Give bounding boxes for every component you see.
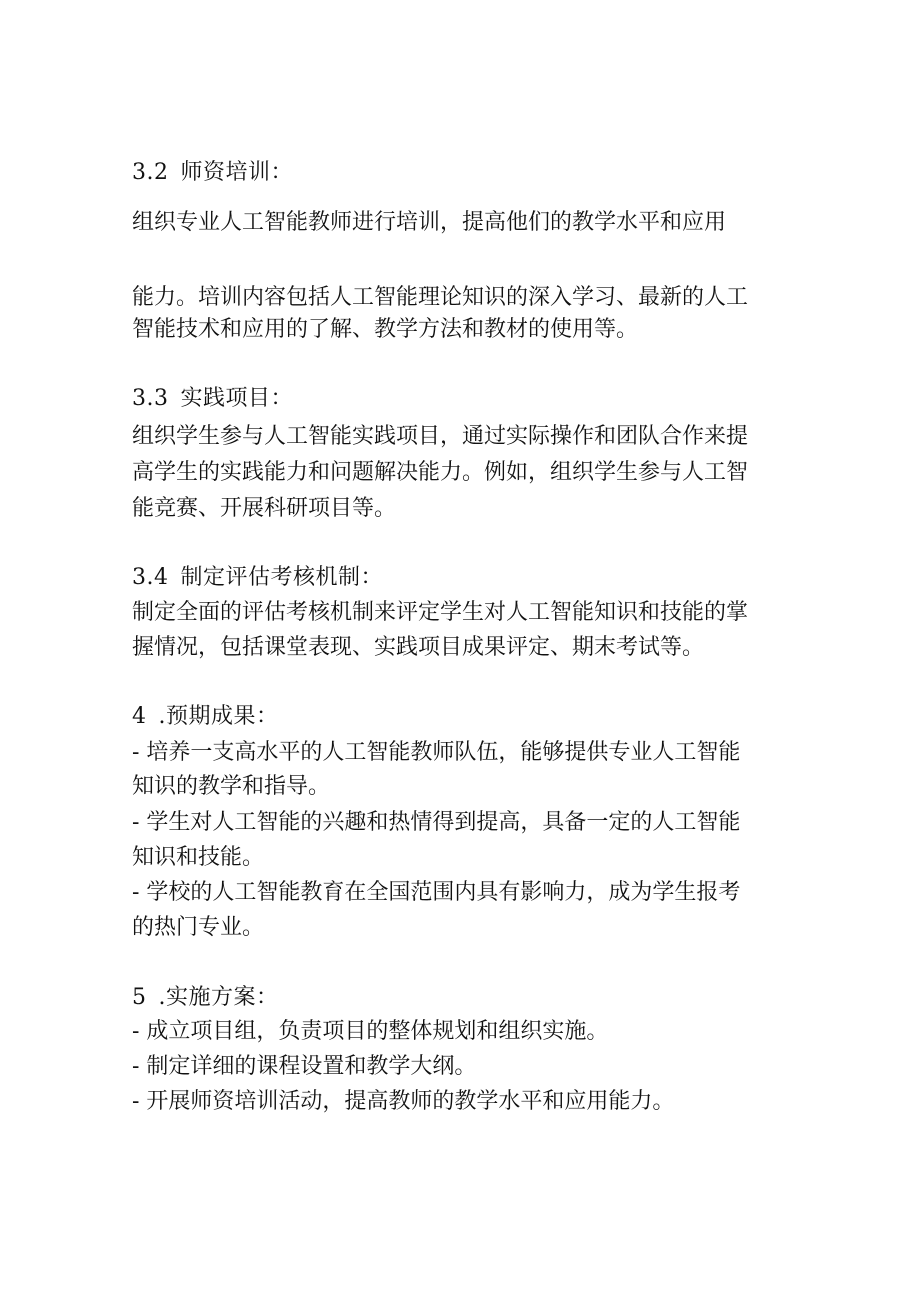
section-number: 3.4 xyxy=(132,565,169,590)
list-item-line: - 学生对人工智能的兴趣和热情得到提高，具备一定的人工智能 xyxy=(132,810,741,835)
section-title: .实施方案： xyxy=(158,985,279,1010)
paragraph-line: 能力。培训内容包括人工智能理论知识的深入学习、最新的人工 xyxy=(132,285,749,310)
paragraph-line: 制定全面的评估考核机制来评定学生对人工智能知识和技能的掌 xyxy=(132,600,749,625)
section-heading xyxy=(132,702,792,732)
section-title: 制定评估考核机制： xyxy=(180,565,384,590)
section-heading xyxy=(132,384,792,414)
paragraph-line: 握情况，包括课堂表现、实践项目成果评定、期末考试等。 xyxy=(132,635,705,660)
section-title: 师资培训： xyxy=(180,160,294,185)
section-title: .预期成果： xyxy=(158,704,279,729)
section-number: 3.3 xyxy=(132,386,169,411)
section-title: 实践项目： xyxy=(180,386,294,411)
section-number: 5 xyxy=(132,985,147,1010)
section-number: 3.2 xyxy=(132,160,169,185)
section-heading xyxy=(132,983,792,1013)
section-heading xyxy=(132,563,792,593)
paragraph-line: 智能技术和应用的了解、教学方法和教材的使用等。 xyxy=(132,317,639,342)
paragraph-line: 组织学生参与人工智能实践项目，通过实际操作和团队合作来提 xyxy=(132,424,749,449)
section-number: 4 xyxy=(132,704,147,729)
list-item-line: - 成立项目组，负责项目的整体规划和组织实施。 xyxy=(132,1019,609,1044)
list-item-line: 的热门专业。 xyxy=(132,915,265,940)
paragraph-line: 高学生的实践能力和问题解决能力。例如，组织学生参与人工智 xyxy=(132,460,749,485)
list-item-line: - 开展师资培训活动，提高教师的教学水平和应用能力。 xyxy=(132,1089,675,1114)
list-item-line: 知识和技能。 xyxy=(132,845,265,870)
list-item-line: - 培养一支高水平的人工智能教师队伍，能够提供专业人工智能 xyxy=(132,740,741,765)
list-item-line: - 学校的人工智能教育在全国范围内具有影响力，成为学生报考 xyxy=(132,880,741,905)
paragraph-line: 组织专业人工智能教师进行培训，提高他们的教学水平和应用 xyxy=(132,210,727,235)
section-heading xyxy=(132,158,792,188)
paragraph-line: 能竞赛、开展科研项目等。 xyxy=(132,496,397,521)
list-item-line: 知识的教学和指导。 xyxy=(132,774,331,799)
list-item-line: - 制定详细的课程设置和教学大纲。 xyxy=(132,1054,477,1079)
